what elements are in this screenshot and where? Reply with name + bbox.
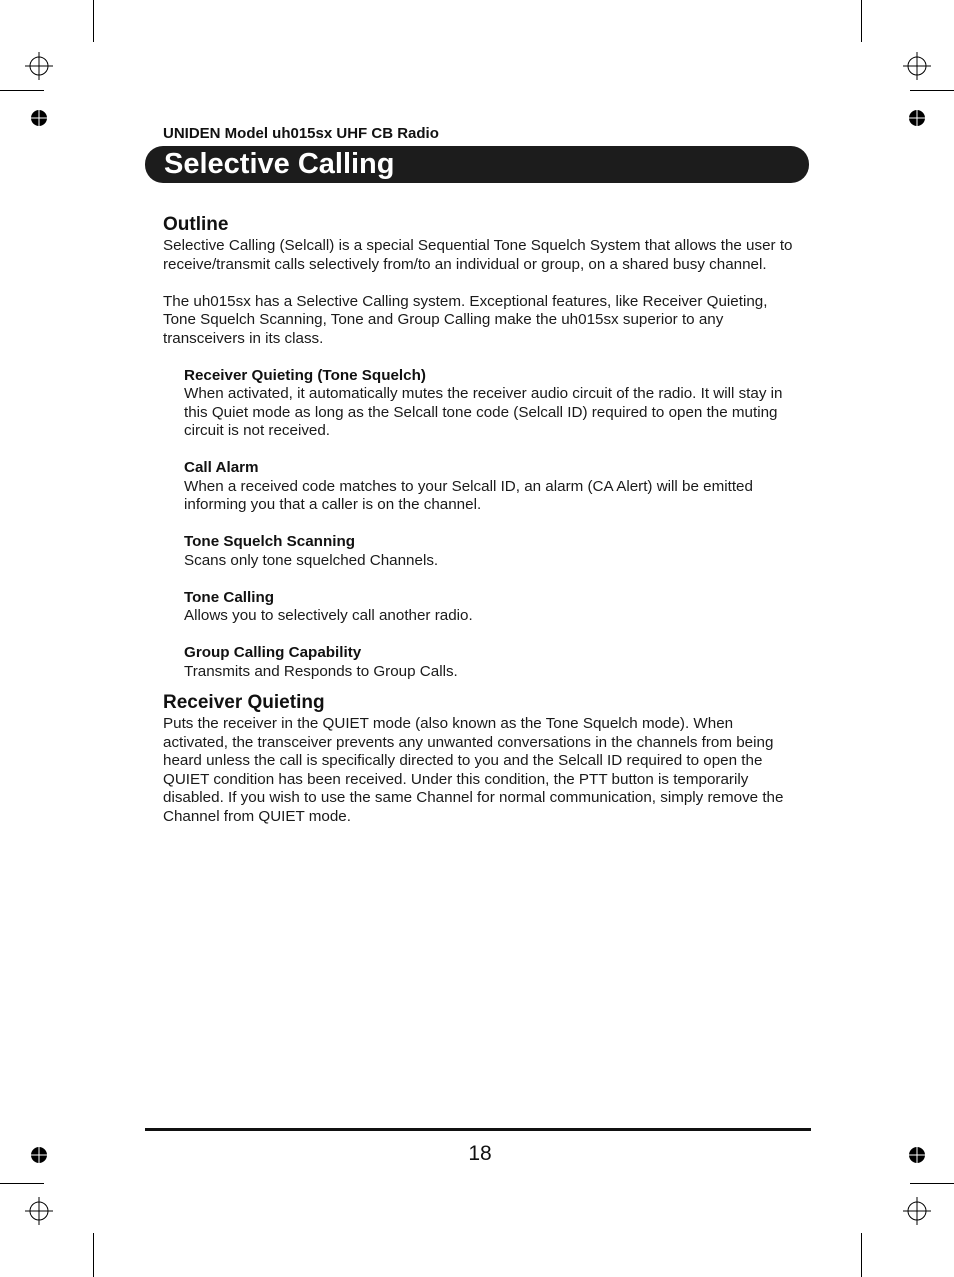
feature-title: Call Alarm [184,459,259,476]
feature-item [184,533,798,570]
registration-target-icon [903,1197,931,1225]
section-title-bar [145,146,809,183]
feature-item [184,644,798,681]
crop-mark [93,1233,94,1277]
crop-mark [0,90,44,91]
feature-title: Receiver Quieting (Tone Squelch) [184,366,426,384]
feature-title: Tone Squelch Scanning [184,533,356,550]
crop-mark [910,1183,954,1184]
registration-dot-icon [908,109,926,127]
feature-text: Scans only tone squelched Channels. [184,551,439,569]
section-title: Selective Calling [164,148,395,180]
crop-mark [0,1183,44,1184]
crop-mark [861,1233,862,1277]
feature-item [184,459,798,515]
receiver-quieting-heading: Receiver Quieting [163,692,325,713]
page-content [163,213,798,826]
registration-dot-icon [30,109,48,127]
feature-text: When activated, it automatically mutes the receiver audio circuit of the radio. It will stay in this Quiet mode as long as the Selcall tone code (Selcall ID) required to open the muting circuit is not received. [184,385,783,439]
crop-mark [93,0,94,42]
crop-mark [861,0,862,42]
model-header: UNIDEN Model uh015sx UHF CB Radio [163,125,439,142]
crop-mark [910,90,954,91]
registration-target-icon [903,52,931,80]
outline-paragraph: The uh015sx has a Selective Calling system. Exceptional features, like Receiver Quieting, Tone Squelch Scanning, Tone and Group Calling make the uh015sx superior to any transceivers in its class. [163,292,768,347]
receiver-quieting-paragraph: Puts the receiver in the QUIET mode (also known as the Tone Squelch mode). When activated, the transceiver prevents any unwanted conversations in the channels from being heard unless the call is specifically directed to you and the Selcall ID required to open the QUIET condition has been received. Under this condition, the PTT button is temporarily disabled. If you wish to use the same Channel for normal communication, simply remove the Channel from QUIET mode. [163,715,784,825]
registration-target-icon [25,1197,53,1225]
feature-item [184,589,798,626]
page-number: 18 [468,1142,492,1165]
feature-item [184,367,798,441]
outline-heading: Outline [163,214,229,235]
feature-text: When a received code matches to your Selcall ID, an alarm (CA Alert) will be emitted informing you that a caller is on the channel. [184,477,753,513]
footer-divider [145,1128,811,1131]
outline-paragraph: Selective Calling (Selcall) is a special Sequential Tone Squelch System that allows the user to receive/transmit calls selectively from/to an individual or group, on a shared busy channel. [163,237,793,273]
registration-target-icon [25,52,53,80]
feature-title: Group Calling Capability [184,644,362,661]
feature-title: Tone Calling [184,588,274,606]
feature-text: Allows you to selectively call another radio. [184,607,473,624]
feature-text: Transmits and Responds to Group Calls. [184,662,458,680]
